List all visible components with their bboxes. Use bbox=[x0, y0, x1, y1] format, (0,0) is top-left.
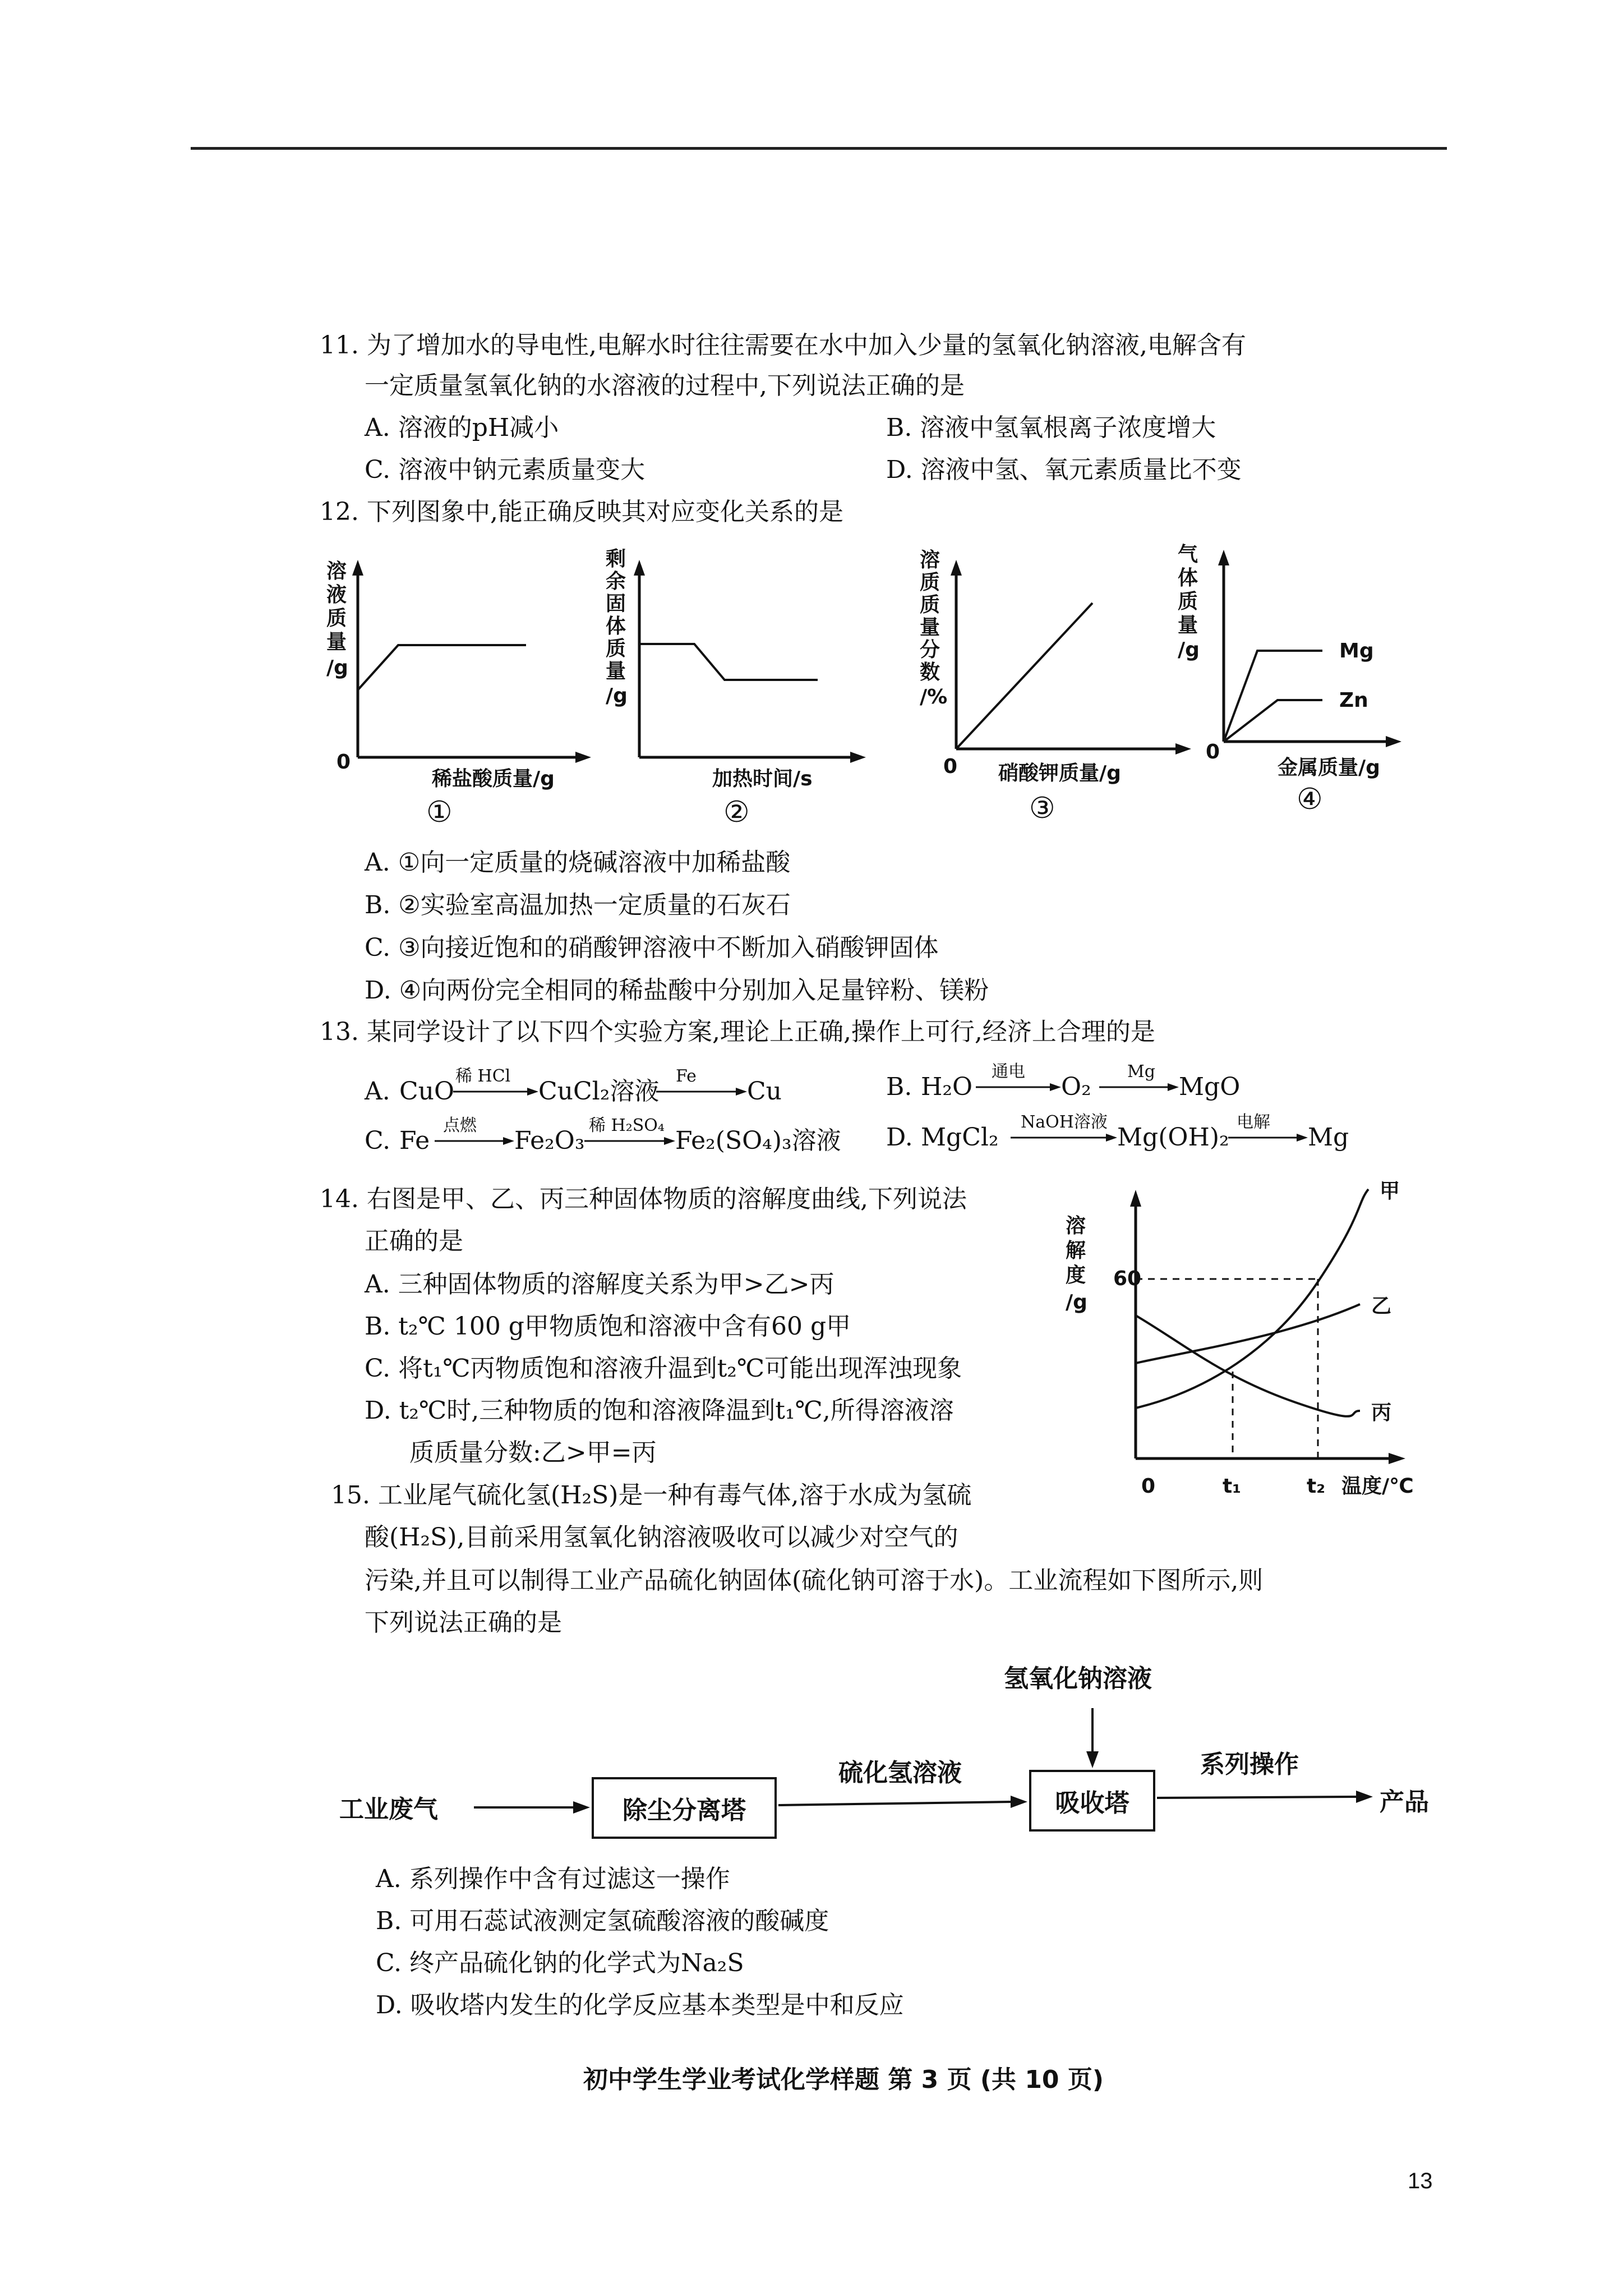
q12-option-a: A. ①向一定质量的烧碱溶液中加稀盐酸 bbox=[365, 848, 791, 877]
q12-option-b: B. ②实验室高温加热一定质量的石灰石 bbox=[365, 891, 791, 919]
graph1-ylabel-2: 质 bbox=[326, 607, 347, 630]
graph2-xlabel: 加热时间/s bbox=[712, 767, 813, 790]
q13b-label: B. bbox=[886, 1073, 912, 1101]
graph4-series-zn: Zn bbox=[1339, 689, 1368, 712]
q14-stem-line2: 正确的是 bbox=[365, 1227, 463, 1255]
graph4-number: ④ bbox=[1297, 783, 1323, 816]
q13d-c1: NaOH溶液 bbox=[1021, 1112, 1108, 1132]
q13a-s1: CuO bbox=[399, 1077, 455, 1106]
q14-series-jia: 甲 bbox=[1380, 1180, 1400, 1203]
q14-option-a: A. 三种固体物质的溶解度关系为甲>乙>丙 bbox=[365, 1270, 834, 1299]
graph2-ylabel-3: 体 bbox=[606, 615, 626, 638]
q14-series-bing: 丙 bbox=[1371, 1401, 1392, 1424]
q13a-c2: Fe bbox=[676, 1066, 697, 1086]
flow-reagent: 氢氧化钠溶液 bbox=[1004, 1664, 1152, 1693]
q14-option-c: C. 将t₁℃丙物质饱和溶液升温到t₂℃可能出现浑浊现象 bbox=[365, 1354, 962, 1383]
q13d-c2: 电解 bbox=[1237, 1112, 1270, 1132]
q14-ylabel-1: 解 bbox=[1066, 1239, 1086, 1262]
flow-arrow-2 bbox=[778, 1802, 1012, 1805]
q13-stem: 13. 某同学设计了以下四个实验方案,理论上正确,操作上可行,经济上合理的是 bbox=[320, 1018, 1155, 1046]
q13b-s3: MgO bbox=[1179, 1073, 1241, 1101]
q13a-s2: CuCl₂溶液 bbox=[538, 1077, 660, 1106]
flow-op-label: 系列操作 bbox=[1200, 1750, 1299, 1779]
graph2-ylabel-1: 余 bbox=[606, 570, 626, 593]
graph4-ylabel-2: 质 bbox=[1178, 590, 1198, 613]
q15-stem-line3: 污染,并且可以制得工业产品硫化钠固体(硫化钠可溶于水)。工业流程如下图所示,则 bbox=[365, 1566, 1264, 1595]
graph1-ylabel-1: 液 bbox=[326, 583, 347, 606]
q15-stem-line1: 15. 工业尾气硫化氢(H₂S)是一种有毒气体,溶于水成为氢硫 bbox=[331, 1481, 972, 1510]
graph2-ylabel-0: 剩 bbox=[606, 547, 626, 570]
q13b-c2: Mg bbox=[1127, 1062, 1155, 1082]
q13a-label: A. bbox=[365, 1077, 390, 1106]
q12-stem: 12. 下列图象中,能正确反映其对应变化关系的是 bbox=[320, 498, 843, 526]
graph1-ylabel-0: 溶 bbox=[326, 560, 347, 583]
q14-y-tick-60: 60 bbox=[1113, 1267, 1142, 1290]
q13d-label: D. bbox=[886, 1123, 913, 1152]
q14-series-yi: 乙 bbox=[1371, 1295, 1392, 1318]
graph4-xlabel: 金属质量/g bbox=[1278, 756, 1380, 779]
graph3-number: ③ bbox=[1029, 792, 1055, 825]
q13c-label: C. bbox=[365, 1126, 391, 1155]
q15-option-b: B. 可用石蕊试液测定氢硫酸溶液的酸碱度 bbox=[376, 1907, 829, 1935]
page-number: 13 bbox=[1408, 2169, 1433, 2193]
graph3-origin: 0 bbox=[943, 755, 958, 778]
graph3-ylabel-5: 数 bbox=[920, 661, 940, 684]
q12-option-d: D. ④向两份完全相同的稀盐酸中分别加入足量锌粉、镁粉 bbox=[365, 976, 989, 1005]
flow-arrowhead-reagent bbox=[1086, 1751, 1099, 1768]
flow-box-absorber: 吸收塔 bbox=[1029, 1770, 1155, 1832]
q13b-c1: 通电 bbox=[992, 1062, 1025, 1082]
graph2-ylabel-6: /g bbox=[606, 684, 628, 707]
q14-origin: 0 bbox=[1141, 1475, 1156, 1498]
graph4-ylabel-0: 气 bbox=[1178, 543, 1198, 566]
q13b-s1: H₂O bbox=[921, 1073, 973, 1101]
q14-option-b: B. t₂℃ 100 g甲物质饱和溶液中含有60 g甲 bbox=[365, 1312, 851, 1341]
q13c-c2: 稀 H₂SO₄ bbox=[589, 1116, 665, 1135]
graph3-ylabel-0: 溶 bbox=[920, 549, 940, 572]
q13c-s2: Fe₂O₃ bbox=[514, 1126, 585, 1155]
graph1-ylabel-4: /g bbox=[326, 656, 348, 679]
graph1-number: ① bbox=[426, 795, 453, 829]
page-footer: 初中学生学业考试化学样题 第 3 页 (共 10 页) bbox=[583, 2065, 1104, 2094]
q13b-s2: O₂ bbox=[1061, 1073, 1091, 1101]
q13c-s1: Fe bbox=[399, 1126, 430, 1155]
flow-input: 工业废气 bbox=[339, 1795, 438, 1824]
q14-x-tick-t2: t₂ bbox=[1307, 1475, 1325, 1498]
graph2-number: ② bbox=[723, 795, 750, 829]
q13d-s1: MgCl₂ bbox=[921, 1123, 999, 1152]
q15-option-c: C. 终产品硫化钠的化学式为Na₂S bbox=[376, 1949, 744, 1977]
flow-output: 产品 bbox=[1380, 1788, 1429, 1816]
graph3-ylabel-6: /% bbox=[920, 685, 948, 708]
graph4-ylabel-3: 量 bbox=[1178, 614, 1198, 637]
graph1-ylabel-3: 量 bbox=[326, 631, 347, 654]
q11-option-d: D. 溶液中氢、氧元素质量比不变 bbox=[886, 455, 1242, 484]
q11-option-a: A. 溶液的pH减小 bbox=[365, 413, 559, 442]
q13a-c1: 稀 HCl bbox=[455, 1066, 511, 1086]
q14-stem-line1: 14. 右图是甲、乙、丙三种固体物质的溶解度曲线,下列说法 bbox=[320, 1185, 967, 1213]
q14-ylabel-2: 度 bbox=[1066, 1264, 1086, 1287]
q13c-s3: Fe₂(SO₄)₃溶液 bbox=[675, 1126, 841, 1155]
q13d-s3: Mg bbox=[1308, 1123, 1349, 1152]
q11-stem-line1: 11. 为了增加水的导电性,电解水时往往需要在水中加入少量的氢氧化钠溶液,电解含有 bbox=[320, 331, 1246, 360]
flow-arrowhead-3 bbox=[1356, 1791, 1373, 1803]
q13a-s3: Cu bbox=[747, 1077, 782, 1106]
graph2-ylabel-2: 固 bbox=[606, 592, 626, 615]
q14-xlabel: 温度/℃ bbox=[1341, 1475, 1414, 1498]
graph1-origin: 0 bbox=[336, 751, 351, 774]
graph3-ylabel-1: 质 bbox=[920, 571, 940, 594]
q15-stem-line4: 下列说法正确的是 bbox=[365, 1608, 562, 1637]
q14-ylabel-0: 溶 bbox=[1066, 1214, 1086, 1237]
graph3-ylabel-2: 质 bbox=[920, 593, 940, 616]
graph1-xlabel: 稀盐酸质量/g bbox=[432, 767, 555, 790]
q14-option-d-line2: 质质量分数:乙>甲=丙 bbox=[409, 1438, 657, 1467]
flow-box-dust-separator: 除尘分离塔 bbox=[592, 1777, 777, 1839]
graph2-ylabel-4: 质 bbox=[606, 637, 626, 660]
q15-stem-line2: 酸(H₂S),目前采用氢氧化钠溶液吸收可以减少对空气的 bbox=[365, 1523, 958, 1552]
graph4-ylabel-4: /g bbox=[1178, 638, 1200, 661]
q13d-s2: Mg(OH)₂ bbox=[1117, 1123, 1229, 1152]
q15-option-a: A. 系列操作中含有过滤这一操作 bbox=[376, 1865, 730, 1893]
q11-option-c: C. 溶液中钠元素质量变大 bbox=[365, 455, 645, 484]
graph3-ylabel-3: 量 bbox=[920, 616, 940, 639]
q14-x-tick-t1: t₁ bbox=[1223, 1475, 1241, 1498]
flow-mid-label: 硫化氢溶液 bbox=[838, 1759, 962, 1787]
q13c-c1: 点燃 bbox=[443, 1116, 477, 1135]
graph4-ylabel-1: 体 bbox=[1178, 567, 1198, 590]
q15-option-d: D. 吸收塔内发生的化学反应基本类型是中和反应 bbox=[376, 1991, 904, 2019]
flow-arrowhead-1 bbox=[573, 1801, 590, 1814]
flow-arrow-3 bbox=[1157, 1797, 1357, 1798]
flow-arrowhead-2 bbox=[1011, 1796, 1027, 1808]
q14-ylabel-3: /g bbox=[1066, 1291, 1087, 1314]
q11-stem-line2: 一定质量氢氧化钠的水溶液的过程中,下列说法正确的是 bbox=[365, 371, 965, 400]
q14-option-d-line1: D. t₂℃时,三种物质的饱和溶液降温到t₁℃,所得溶液溶 bbox=[365, 1396, 954, 1425]
graph3-ylabel-4: 分 bbox=[920, 638, 940, 661]
graph3-xlabel: 硝酸钾质量/g bbox=[998, 762, 1121, 785]
graph4-origin: 0 bbox=[1206, 740, 1220, 763]
q12-option-c: C. ③向接近饱和的硝酸钾溶液中不断加入硝酸钾固体 bbox=[365, 933, 939, 962]
graph4-series-mg: Mg bbox=[1339, 639, 1374, 662]
q11-option-b: B. 溶液中氢氧根离子浓度增大 bbox=[886, 413, 1216, 442]
graph2-ylabel-5: 量 bbox=[606, 660, 626, 683]
